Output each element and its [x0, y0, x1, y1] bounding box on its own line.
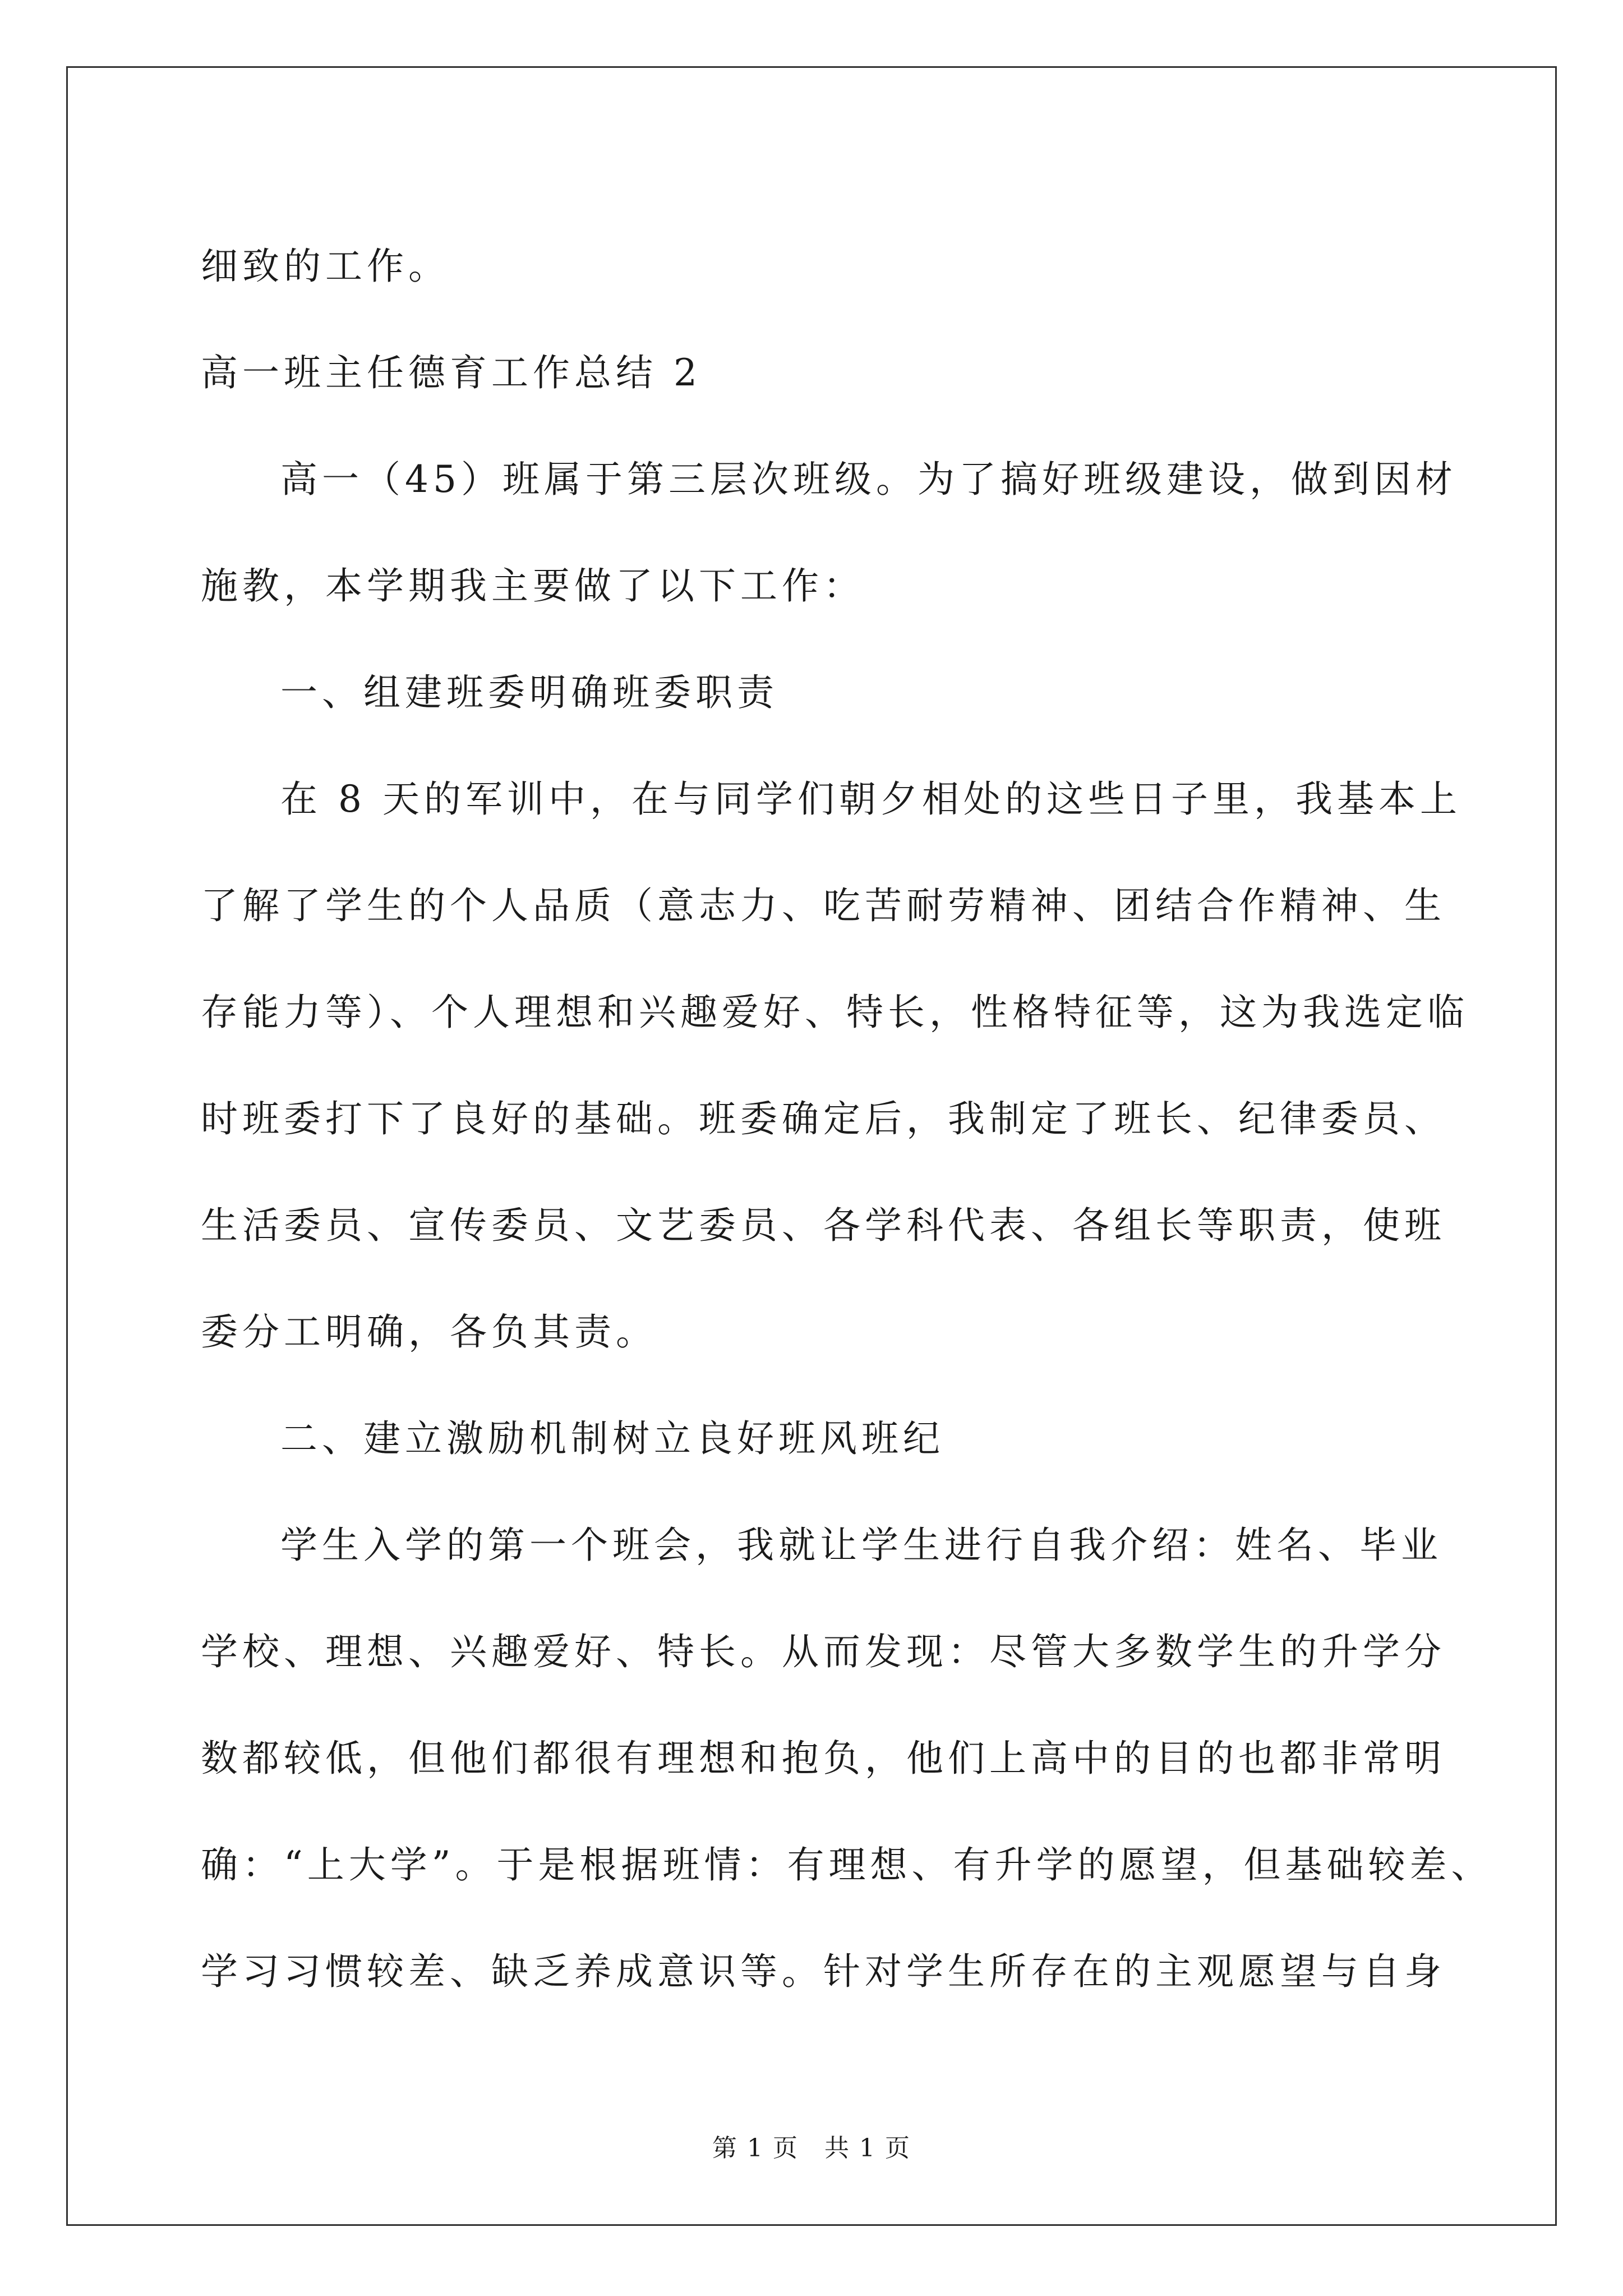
page-total: 共 1 页 — [824, 2134, 911, 2162]
text-line: 学校、理想、兴趣爱好、特长。从而发现：尽管大多数学生的升学分 — [201, 1630, 1446, 1673]
text-line: 细致的工作。 — [201, 245, 450, 288]
text-line: 数都较低，但他们都很有理想和抱负，他们上高中的目的也都非常明 — [201, 1737, 1446, 1780]
page-number: 第 1 页 — [712, 2134, 799, 2162]
text-line: 生活委员、宣传委员、文艺委员、各学科代表、各组长等职责，使班 — [201, 1204, 1446, 1247]
document-body — [201, 213, 1493, 2025]
subsection-heading: 二、建立激励机制树立良好班风班纪 — [280, 1417, 944, 1460]
section-title: 高一班主任德育工作总结 2 — [201, 351, 702, 394]
text-line: 学生入学的第一个班会，我就让学生进行自我介绍：姓名、毕业 — [280, 1524, 1442, 1567]
text-line: 了解了学生的个人品质（意志力、吃苦耐劳精神、团结合作精神、生 — [201, 884, 1446, 927]
text-line: 委分工明确，各负其责。 — [201, 1310, 657, 1354]
page-footer — [0, 2132, 1623, 2165]
text-line: 时班委打下了良好的基础。班委确定后，我制定了班长、纪律委员、 — [201, 1097, 1446, 1140]
text-line: 在 8 天的军训中，在与同学们朝夕相处的这些日子里，我基本上 — [280, 777, 1461, 821]
text-line: 存能力等）、个人理想和兴趣爱好、特长，性格特征等，这为我选定临 — [201, 991, 1469, 1034]
text-line: 确：“上大学”。于是根据班情：有理想、有升学的愿望，但基础较差、 — [201, 1843, 1493, 1887]
subsection-heading: 一、组建班委明确班委职责 — [280, 671, 778, 714]
text-line: 施教，本学期我主要做了以下工作： — [201, 564, 865, 608]
text-line: 高一（45）班属于第三层次班级。为了搞好班级建设，做到因材 — [280, 458, 1457, 501]
text-line: 学习习惯较差、缺乏养成意识等。针对学生所存在的主观愿望与自身 — [201, 1950, 1446, 1993]
